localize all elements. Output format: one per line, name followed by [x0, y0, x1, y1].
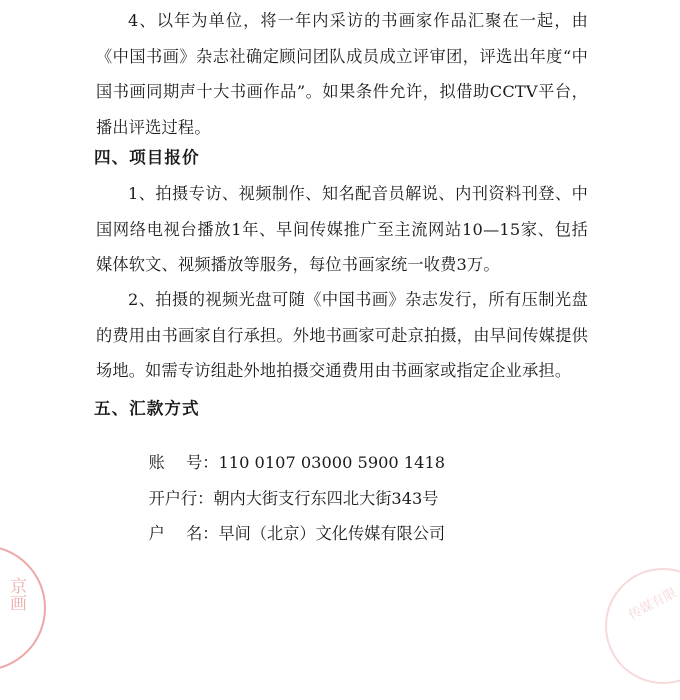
left-red-seal — [0, 545, 46, 671]
right-seal-text: 传媒有限 — [626, 585, 680, 624]
account-number-label: 账 号： — [148, 453, 219, 472]
section-5-heading: 五、汇款方式 — [94, 398, 200, 418]
bank-label: 开户行： — [148, 489, 214, 508]
pricing-item-1: 1、拍摄专访、视频制作、知名配音员解说、内刊资料刊登、中国网络电视台播放1年、早间传媒推广至主流网站10—15家、包括媒体软文、视频播放等服务，每位书画家统一收费3万。 — [96, 184, 588, 274]
account-number-value: 110 0107 03000 5900 1418 — [218, 453, 446, 472]
account-name-row — [128, 501, 445, 567]
pricing-item-2: 2、拍摄的视频光盘可随《中国书画》杂志发行，所有压制光盘的费用由书画家自行承担。外地书画家可赴京拍摄，由早间传媒提供场地。如需专访组赴外地拍摄交通费用由书画家或指定企业承担。 — [96, 290, 588, 380]
bank-value: 朝内大街支行东四北大街343号 — [213, 489, 439, 508]
account-name-value: 早间（北京）文化传媒有限公司 — [218, 524, 446, 543]
account-name-label: 户 名： — [148, 524, 219, 543]
item-4-paragraph: 4、以年为单位，将一年内采访的书画家作品汇聚在一起，由《中国书画》杂志社确定顾问团队成员成立评审团，评选出年度“中国书画同期声十大书画作品”。如果条件允许，拟借助CCTV平台，播出评选过程。 — [96, 11, 588, 137]
right-red-seal — [605, 568, 680, 684]
left-seal-text: 京画 — [6, 577, 26, 611]
section-4-heading: 四、项目报价 — [94, 147, 200, 167]
